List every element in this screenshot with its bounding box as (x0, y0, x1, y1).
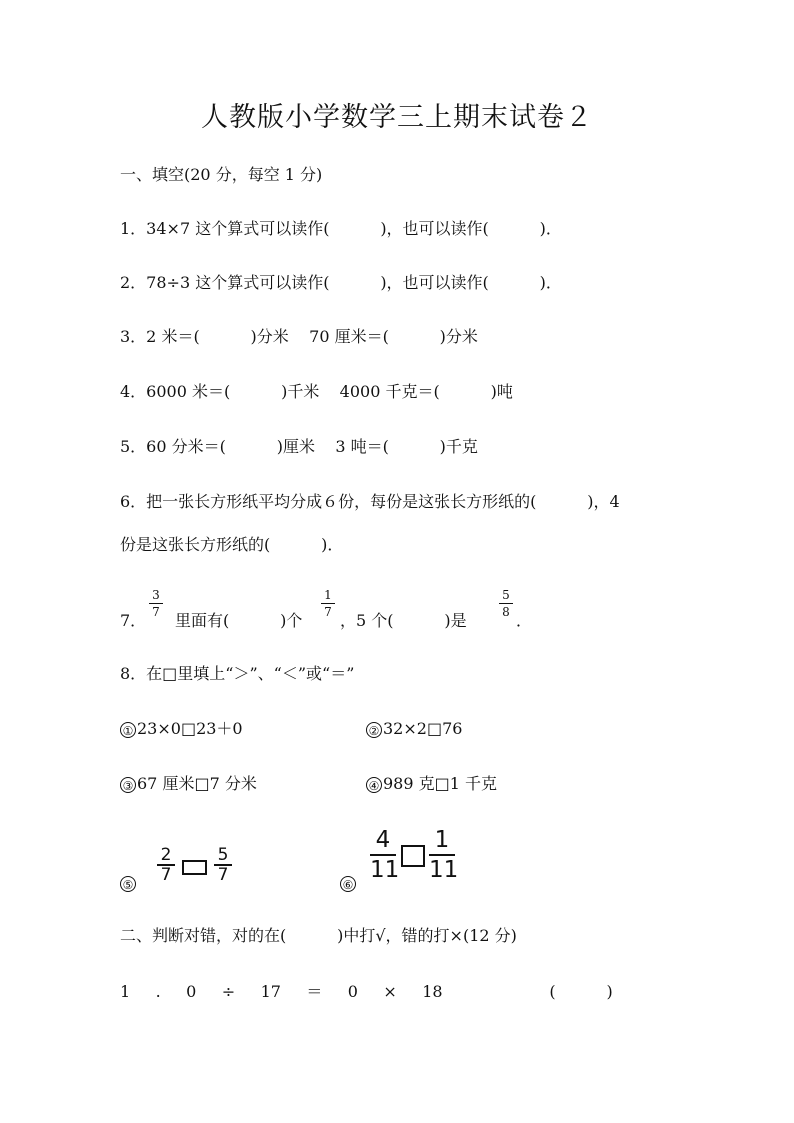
page-title: 人教版小学数学三上期末试卷２ (201, 102, 593, 133)
compare-item-3 (120, 774, 257, 794)
question-5: 5．60 分米＝( )厘米 3 吨＝( )千克 (120, 437, 478, 456)
section1-heading: 一、填空(20 分，每空 1 分) (120, 165, 323, 184)
question-3: 3．2 米＝( )分米 70 厘米＝( )分米 (120, 327, 478, 346)
numerator: 2 (160, 845, 172, 865)
compare-item-2 (366, 719, 462, 739)
question-8-heading: 8．在□里填上“＞”、“＜”或“＝” (120, 664, 355, 683)
denominator: 7 (152, 605, 160, 619)
question-6-line1: 6．把一张长方形纸平均分成６份，每份是这张长方形纸的( )，4 (120, 492, 620, 511)
fraction-bar (149, 603, 163, 604)
question-2: 2．78÷3 这个算式可以读作( )，也可以读作( )． (120, 273, 562, 292)
fraction-3-7 (149, 588, 163, 619)
fraction-4-11 (370, 826, 400, 884)
fraction-5-8 (499, 588, 513, 619)
judge-1: 1 . 0 ÷ 17 ＝ 0 × 18 ( ) (120, 982, 613, 1001)
numerator: 5 (502, 588, 510, 602)
compare-item-6 (340, 873, 357, 893)
compare-box[interactable] (401, 845, 425, 867)
denominator: 8 (502, 605, 510, 619)
fraction-bar (499, 603, 513, 604)
fraction-bar (321, 603, 335, 604)
compare-box[interactable] (182, 860, 207, 875)
numerator: 1 (324, 588, 332, 602)
compare-item-1 (120, 719, 243, 739)
circled-number: ① (120, 722, 136, 738)
question-7-part2: ，5 个( )是 (340, 611, 467, 630)
circled-number: ⑤ (120, 876, 136, 892)
fraction-5-7 (214, 846, 232, 884)
numerator: 1 (434, 827, 450, 853)
question-1: 1．34×7 这个算式可以读作( )，也可以读作( )． (120, 219, 562, 238)
circled-number: ④ (366, 777, 382, 793)
denominator: 11 (429, 857, 459, 883)
denominator: 7 (217, 865, 229, 885)
denominator: 7 (324, 605, 332, 619)
numerator: 5 (217, 845, 229, 865)
question-7-end: ． (516, 611, 533, 630)
fraction-1-7 (321, 588, 335, 619)
circled-number: ⑥ (340, 876, 356, 892)
circled-number: ② (366, 722, 382, 738)
compare-item-5 (120, 873, 137, 893)
numerator: 4 (375, 827, 391, 853)
compare-text: 32×2□76 (383, 719, 463, 738)
question-7-part1: 里面有( )个 (175, 611, 303, 630)
question-6-line2: 份是这张长方形纸的( )． (120, 535, 344, 554)
compare-item-4 (366, 774, 497, 794)
compare-text: 23×0□23＋0 (137, 719, 243, 738)
denominator: 11 (370, 857, 400, 883)
compare-text: 67 厘米□7 分米 (137, 774, 257, 793)
denominator: 7 (160, 865, 172, 885)
question-7-number: 7． (120, 611, 147, 630)
section2-heading: 二、判断对错，对的在( )中打√，错的打×(12 分) (120, 926, 517, 945)
fraction-1-11 (429, 826, 459, 884)
numerator: 3 (152, 588, 160, 602)
compare-text: 989 克□1 千克 (383, 774, 498, 793)
circled-number: ③ (120, 777, 136, 793)
question-4: 4．6000 米＝( )千米 4000 千克＝( )吨 (120, 382, 513, 401)
fraction-2-7 (157, 846, 175, 884)
